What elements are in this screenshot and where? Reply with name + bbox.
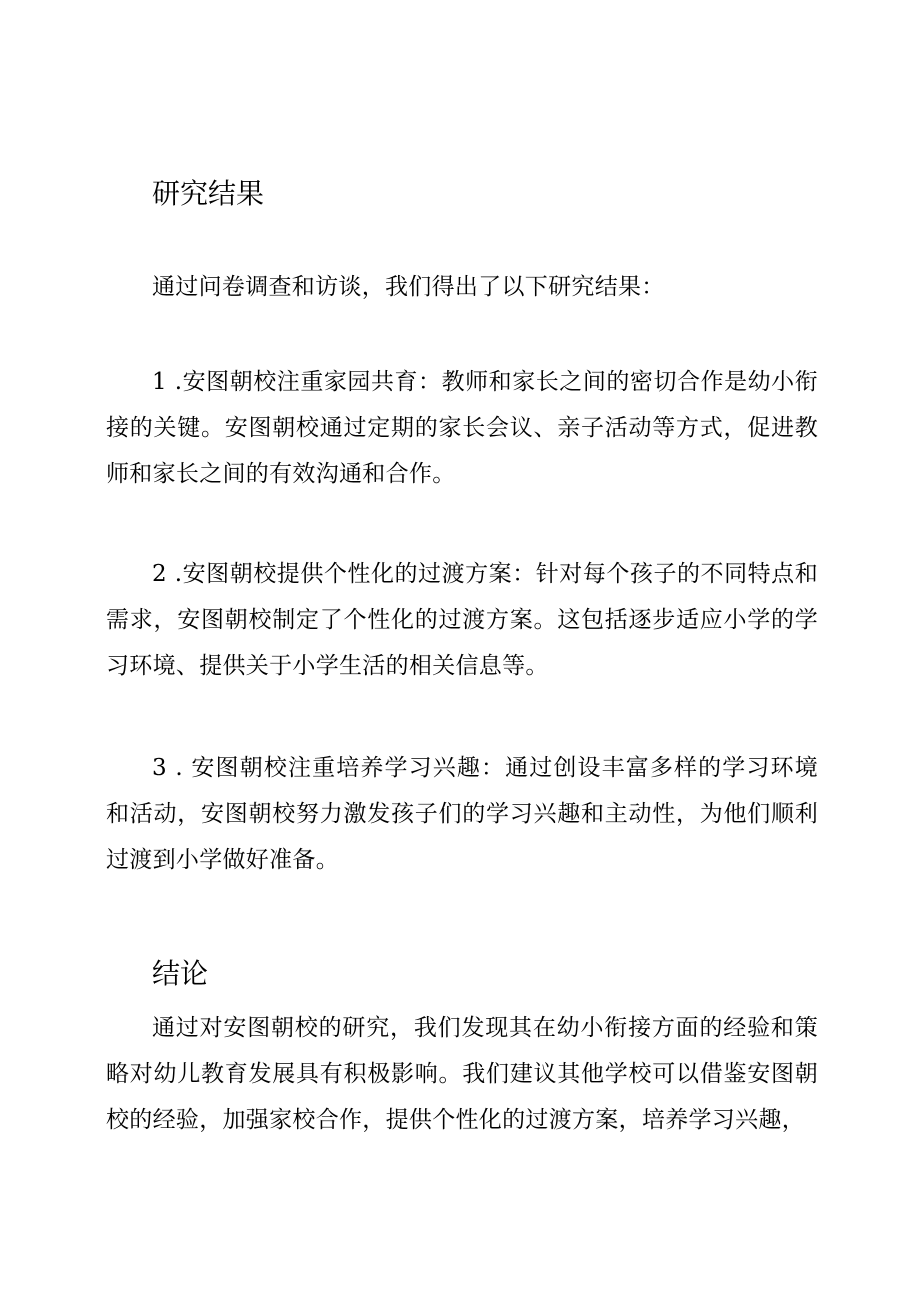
result-item-3: 3 . 安图朝校注重培养学习兴趣：通过创设丰富多样的学习环境和活动，安图朝校努力激发孩子们的学习兴趣和主动性，为他们顺利过渡到小学做好准备。 [106, 755, 818, 873]
results-intro: 通过问卷调查和访谈，我们得出了以下研究结果： [152, 274, 665, 300]
conclusion-heading: 结论 [152, 957, 209, 990]
result-item-1: 1 .安图朝校注重家园共育：教师和家长之间的密切合作是幼小衔接的关键。安图朝校通过定期的家长会议、亲子活动等方式，促进教师和家长之间的有效沟通和合作。 [106, 369, 818, 487]
results-heading: 研究结果 [152, 177, 265, 210]
result-item-2: 2 .安图朝校提供个性化的过渡方案：针对每个孩子的不同特点和需求，安图朝校制定了个性化的过渡方案。这包括逐步适应小学的学习环境、提供关于小学生活的相关信息等。 [106, 561, 818, 679]
conclusion-body: 通过对安图朝校的研究，我们发现其在幼小衔接方面的经验和策略对幼儿教育发展具有积极影响。我们建议其他学校可以借鉴安图朝校的经验，加强家校合作，提供个性化的过渡方案，培养学习兴趣， [106, 1015, 818, 1133]
